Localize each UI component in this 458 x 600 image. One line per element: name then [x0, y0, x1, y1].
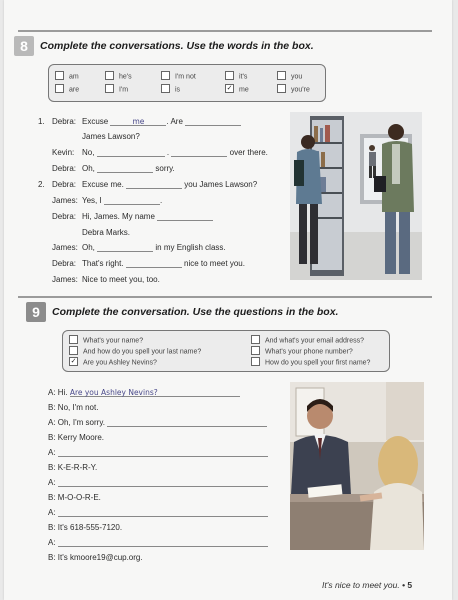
- dialogue-line: B: No, I'm not.: [48, 403, 99, 412]
- speaker: A:: [48, 418, 56, 427]
- answer-blank[interactable]: [58, 538, 268, 547]
- checkbox[interactable]: [55, 71, 64, 80]
- answer-blank[interactable]: [97, 243, 153, 252]
- page-footer: [322, 580, 412, 590]
- speaker: B:: [48, 553, 56, 562]
- office-photo: [290, 382, 424, 550]
- checkbox[interactable]: [105, 71, 114, 80]
- library-illustration: [290, 112, 422, 280]
- answer-blank[interactable]: [97, 164, 153, 173]
- answer-blank[interactable]: [104, 196, 160, 205]
- speaker: A:: [48, 388, 56, 397]
- checkbox[interactable]: [161, 71, 170, 80]
- question-option[interactable]: What's your phone number?: [251, 347, 353, 356]
- dialogue-line: [48, 508, 268, 517]
- question-option[interactable]: What's your name?: [69, 336, 143, 345]
- speaker: Debra:: [52, 164, 77, 173]
- exercise-title: Complete the conversation. Use the questions in the box.: [52, 306, 339, 318]
- word-option[interactable]: I'm: [105, 85, 128, 94]
- checkbox[interactable]: [251, 346, 260, 355]
- word-option[interactable]: ✓ me: [226, 85, 249, 94]
- word-option[interactable]: you're: [277, 85, 310, 94]
- question-box: [62, 330, 390, 372]
- speaker: James:: [52, 275, 78, 284]
- dialogue-line: [48, 538, 268, 547]
- speaker: B:: [48, 493, 56, 502]
- exercise-title: Complete the conversations. Use the words in the box.: [40, 40, 314, 52]
- speaker: B:: [48, 523, 56, 532]
- item-number: 2.: [38, 180, 45, 189]
- section-divider: [18, 296, 432, 298]
- line-text: Nice to meet you, too.: [82, 275, 160, 284]
- checkbox[interactable]: [161, 84, 170, 93]
- checkbox[interactable]: [105, 84, 114, 93]
- answer-blank[interactable]: [157, 212, 213, 221]
- answer-blank[interactable]: me: [110, 117, 166, 126]
- speaker: Debra:: [52, 117, 77, 126]
- speaker: Debra:: [52, 180, 77, 189]
- checkbox-checked[interactable]: ✓: [70, 358, 77, 365]
- speaker: James:: [52, 196, 78, 205]
- speaker: Kevin:: [52, 148, 75, 157]
- speaker: B:: [48, 403, 56, 412]
- answer-blank[interactable]: [58, 508, 268, 517]
- line-text: Oh, sorry.: [82, 164, 175, 173]
- line-text: Hi, James. My name: [82, 212, 213, 221]
- line-text: Excuse me. you James Lawson?: [82, 180, 258, 189]
- checkbox[interactable]: [225, 71, 234, 80]
- answer-blank[interactable]: [171, 148, 227, 157]
- checkbox[interactable]: [55, 84, 64, 93]
- speaker: A:: [48, 448, 56, 457]
- checkbox[interactable]: [69, 335, 78, 344]
- word-option[interactable]: am: [55, 72, 79, 81]
- dialogue-line: B: M-O-O-R-E.: [48, 493, 101, 502]
- answer-blank[interactable]: [58, 478, 268, 487]
- word-option[interactable]: it's: [225, 72, 247, 81]
- checkbox[interactable]: [277, 71, 286, 80]
- word-option[interactable]: I'm not: [161, 72, 196, 81]
- question-option[interactable]: And what's your email address?: [251, 336, 364, 345]
- word-option[interactable]: is: [161, 85, 180, 94]
- dialogue-line: A: Oh, I'm sorry.: [48, 418, 267, 427]
- footer-separator: •: [402, 580, 406, 590]
- speaker: B:: [48, 463, 56, 472]
- dialogue-line: B: Kerry Moore.: [48, 433, 105, 442]
- line-text: That's right. nice to meet you.: [82, 259, 245, 268]
- answer-blank[interactable]: [185, 117, 241, 126]
- checkbox[interactable]: [277, 84, 286, 93]
- speaker: A:: [48, 538, 56, 547]
- dialogue-line: B: It's 618-555-7120.: [48, 523, 123, 532]
- speaker: B:: [48, 433, 56, 442]
- answer-blank[interactable]: Are you Ashley Nevins?: [70, 388, 240, 397]
- checkbox-checked[interactable]: ✓: [226, 85, 233, 92]
- section-divider: [18, 30, 432, 32]
- dialogue-line: B: It's kmoore19@cup.org.: [48, 553, 143, 562]
- line-text: Debra Marks.: [82, 228, 131, 237]
- answer-blank[interactable]: [58, 448, 268, 457]
- exercise-number: 9: [26, 302, 46, 322]
- dialogue-line: [48, 448, 268, 457]
- speaker: A:: [48, 478, 56, 487]
- line-text: Excuse me . Are: [82, 117, 241, 126]
- speaker: Debra:: [52, 259, 77, 268]
- office-illustration: [290, 382, 424, 550]
- library-photo: [290, 112, 422, 280]
- line-text: Yes, I .: [82, 196, 163, 205]
- dialogue-line: [48, 478, 268, 487]
- line-text: Oh, in my English class.: [82, 243, 226, 252]
- checkbox[interactable]: [251, 335, 260, 344]
- line-text: No, . over there.: [82, 148, 268, 157]
- workbook-page: [4, 0, 452, 600]
- question-option[interactable]: And how do you spell your last name?: [69, 347, 201, 356]
- question-option[interactable]: ✓ Are you Ashley Nevins?: [70, 358, 157, 367]
- question-option[interactable]: How do you spell your first name?: [251, 358, 370, 367]
- speaker: Debra:: [52, 212, 77, 221]
- word-option[interactable]: he's: [105, 72, 132, 81]
- answer-blank[interactable]: [126, 180, 182, 189]
- answer-blank[interactable]: [97, 148, 165, 157]
- word-option[interactable]: are: [55, 85, 79, 94]
- answer-blank[interactable]: [126, 259, 182, 268]
- item-number: 1.: [38, 117, 45, 126]
- checkbox[interactable]: [69, 346, 78, 355]
- speaker: James:: [52, 243, 78, 252]
- speaker: A:: [48, 508, 56, 517]
- page-number: 5: [407, 580, 413, 590]
- line-text: James Lawson?: [82, 132, 140, 141]
- footer-title: It's nice to meet you.: [322, 580, 400, 590]
- word-box: [48, 64, 326, 102]
- checkbox[interactable]: [251, 357, 260, 366]
- exercise-number: 8: [14, 36, 34, 56]
- dialogue-line: B: K-E-R-R-Y.: [48, 463, 98, 472]
- dialogue-line: A: Hi. Are you Ashley Nevins?: [48, 388, 240, 397]
- word-option[interactable]: you: [277, 72, 302, 81]
- answer-blank[interactable]: [107, 418, 267, 427]
